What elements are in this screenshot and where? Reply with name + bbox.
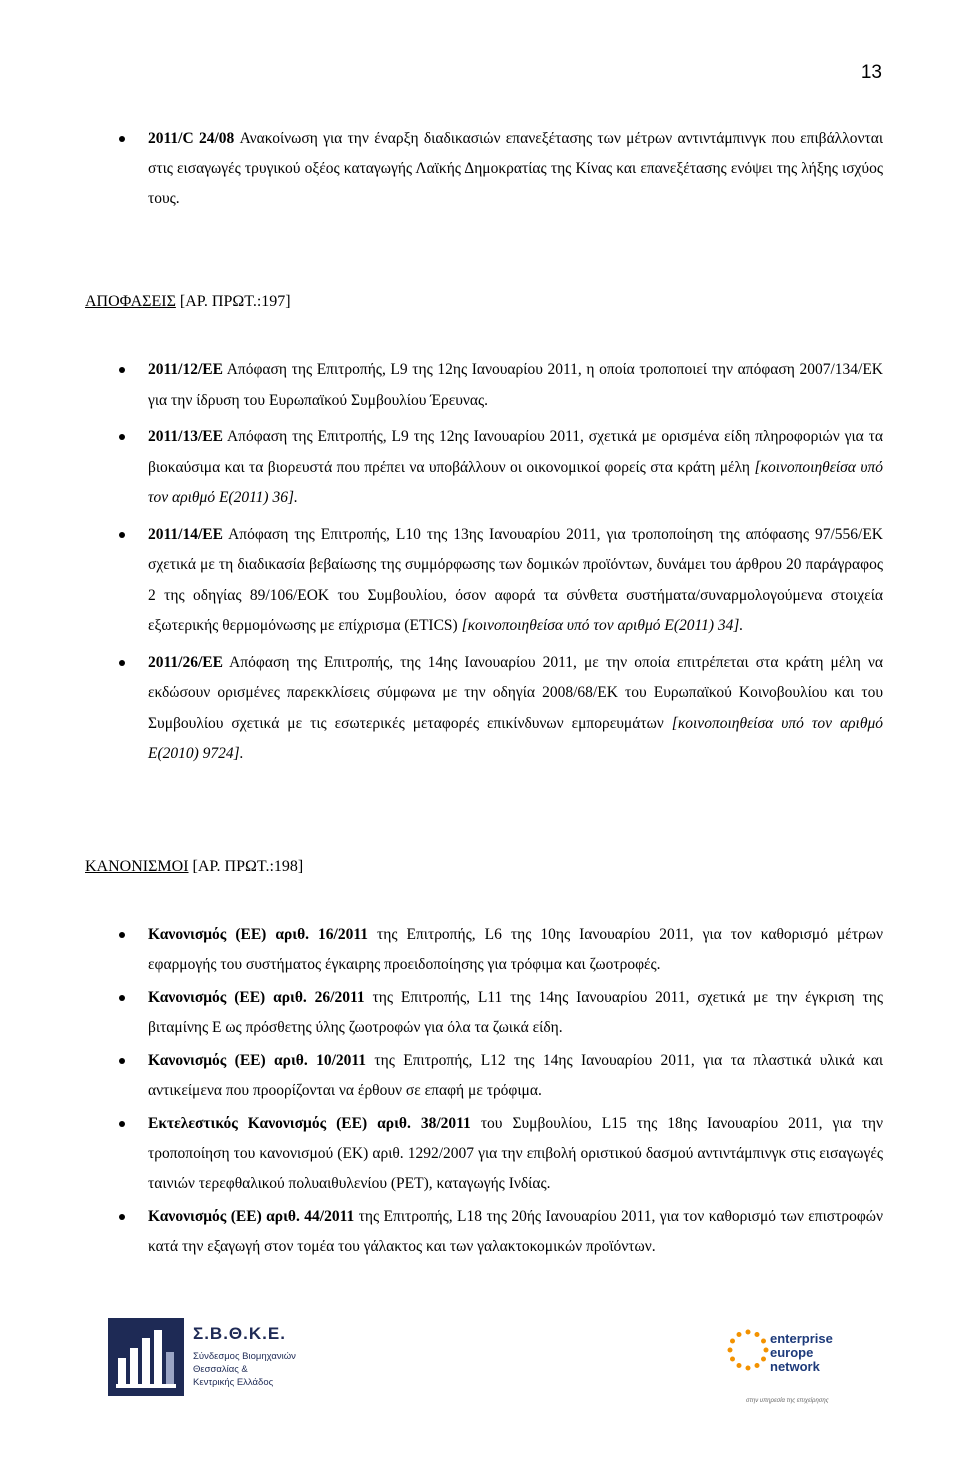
item-text: του Συμβουλίου, L15 της 18ης Ιανουαρίου 2011, για την τροποποίηση του κανονισμού (ΕΚ) αριθ. 1292/2007 για την επιβολή οριστικού δασμού αντιντάμπινγκ στις εισαγωγές ταινιών τερεφθαλικού πολυαιθυλενίου (PET), καταγωγής Ινδίας. [148,1115,883,1192]
list-item [148,422,883,514]
decisions-list [148,355,883,776]
item-text: της Επιτροπής, L11 της 14ης Ιανουαρίου 2011, σχετικά με την έγκριση της βιταμίνης Ε ως πρόσθετης ύλης ζωοτροφών για όλα τα ζωικά είδη. [148,989,883,1036]
regulations-heading [85,858,303,876]
item-text: Ανακοίνωση για την έναρξη διαδικασιών επανεξέτασης των μέτρων αντιντάμπινγκ που επιβάλλονται στις εισαγωγές τρυγικού οξέος καταγωγής Λαϊκής Δημοκρατίας της Κίνας και επανεξέτασης ενόψει της λήξης ισχύος τους. [148,130,883,207]
item-code: 2011/C 24/08 [148,130,235,147]
item-text: της Επιτροπής, L18 της 20ής Ιανουαρίου 2011, για τον καθορισμό των επιστροφών κατά την εξαγωγή στον τομέα του γάλακτος και των γαλακτοκομικών προϊόντων. [148,1208,883,1255]
een-star-icon [726,1328,770,1372]
regulations-label: ΚΑΝΟΝΙΣΜΟΙ [85,858,189,875]
een-line: network [770,1359,820,1374]
decisions-heading [85,293,291,311]
item-text: Απόφαση της Επιτροπής, L9 της 12ης Ιανουαρίου 2011, σχετικά με ορισμένα είδη πληροφοριών για τα βιοκαύσιμα και τα βιορευστά που πρέπει να υποβάλλουν οι οικονομικοί φορείς στα κράτη μέλη [148,428,883,476]
sbthke-logo [108,1318,328,1398]
item-code: 2011/12/ΕΕ [148,361,223,378]
footer [0,1318,960,1418]
page-number: 13 [860,62,882,83]
item-note: [κοινοποιηθείσα υπό τον αριθμό Ε(2011) 34]. [461,617,744,634]
item-code: 2011/26/ΕΕ [148,653,223,671]
list-item [148,648,883,770]
een-logo-text [770,1332,833,1374]
sbthke-sub-line: Θεσσαλίας & [193,1364,248,1375]
list-item [148,1046,883,1106]
sbthke-logo-subtitle [193,1350,296,1389]
list-item [148,520,883,642]
list-item [148,920,883,980]
item-text: της Επιτροπής, L6 της 10ης Ιανουαρίου 2011, για τον καθορισμό μέτρων εφαρμογής του συστήματος έγκαιρης προειδοποίησης για τρόφιμα και ζωοτροφές. [148,926,883,973]
item-code: Κανονισμός (ΕΕ) αριθ. 16/2011 [148,926,369,943]
list-item [148,355,883,416]
decisions-ref: [ΑΡ. ΠΡΩΤ.:197] [175,293,291,310]
regulations-ref: [ΑΡ. ΠΡΩΤ.:198] [188,858,304,875]
item-code: Κανονισμός (ΕΕ) αριθ. 26/2011 [148,989,365,1006]
een-tagline: στην υπηρεσία της επιχείρησης [746,1398,829,1404]
item-text: Απόφαση της Επιτροπής, της 14ης Ιανουαρίου 2011, με την οποία επιτρέπεται στα κράτη μέλη να εκδώσουν ορισμένες παρεκκλίσεις σύμφωνα με την οδηγία 2008/68/ΕΚ του Ευρωπαϊκού Κοινοβουλίου και του Συμβουλίου σχετικά με τις εσωτερικές μεταφορές επικίνδυνων εμπορευμάτων [148,653,883,732]
regulations-list [148,920,883,1265]
sbthke-sub-line: Σύνδεσμος Βιομηχανιών [193,1351,296,1362]
item-code: Κανονισμός (ΕΕ) αριθ. 44/2011 [148,1208,355,1225]
item-note: [κοινοποιηθείσα υπό τον αριθμό Ε(2010) 9724]. [148,714,884,762]
notice-list [148,124,883,214]
item-code: Εκτελεστικός Κανονισμός (ΕΕ) αριθ. 38/2011 [148,1115,471,1132]
item-text: της Επιτροπής, L12 της 14ης Ιανουαρίου 2011, για τα πλαστικά υλικά και αντικείμενα που προορίζονται να έρθουν σε επαφή με τρόφιμα. [148,1052,883,1099]
sbthke-sub-line: Κεντρικής Ελλάδος [193,1377,274,1388]
item-text: Απόφαση της Επιτροπής, L10 της 13ης Ιανουαρίου 2011, για τροποποίηση της απόφασης 97/556/ΕΚ σχετικά με τη διαδικασία βεβαίωσης της συμμόρφωσης των δομικών προϊόντων, δυνάμει του άρθρου 20 παράγραφος 2 της οδηγίας 89/106/ΕΟΚ του Συμβουλίου, όσον αφορά τα σύνθετα συστήματα/συναρμολογούμενα στοιχεία εξωτερικής θερμομόνωσης με επίχρισμα (ETICS) [148,525,883,634]
item-code: 2011/13/ΕΕ [148,428,223,445]
item-note: [κοινοποιηθείσα υπό τον αριθμό Ε(2011) 36]. [148,458,883,506]
list-item [148,1202,883,1262]
list-item [148,124,883,214]
een-logo [726,1318,866,1413]
decisions-label: ΑΠΟΦΑΣΕΙΣ [85,293,176,310]
sbthke-logo-icon [108,1318,184,1396]
item-code: Κανονισμός (ΕΕ) αριθ. 10/2011 [148,1052,367,1069]
list-item [148,983,883,1043]
sbthke-logo-title: Σ.Β.Θ.Κ.Ε. [193,1324,286,1343]
item-code: 2011/14/ΕΕ [148,525,223,543]
list-item [148,1109,883,1199]
item-text: Απόφαση της Επιτροπής, L9 της 12ης Ιανουαρίου 2011, η οποία τροποποιεί την απόφαση 2007/134/ΕΚ για την ίδρυση του Ευρωπαϊκού Συμβουλίου Έρευνας. [148,361,883,409]
een-line: enterprise [770,1331,833,1346]
een-line: europe [770,1345,814,1360]
